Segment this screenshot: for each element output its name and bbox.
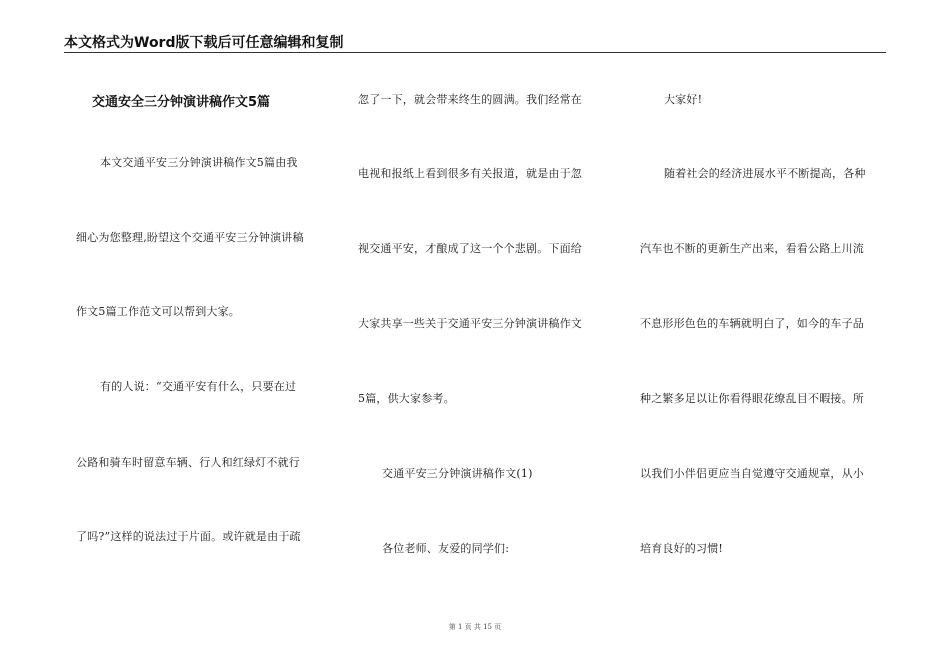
- paragraph-line: 5篇，供大家参考。: [358, 392, 455, 405]
- paragraph-line: 不息形形色色的车辆就明白了，如今的车子品: [640, 317, 864, 330]
- page-number: 第 1 页 共 15 页: [448, 623, 502, 631]
- greeting-line: 大家好!: [664, 93, 703, 106]
- paragraph-line: 作文5篇工作范文可以帮到大家。: [76, 305, 240, 318]
- paragraph-line: 视交通平安，才酿成了这一个个悲剧。下面给: [358, 242, 582, 255]
- paragraph-line: 电视和报纸上看到很多有关报道，就是由于忽: [358, 167, 582, 180]
- header-divider: [64, 52, 886, 53]
- document-header: 本文格式为Word版下载后可任意编辑和复制: [64, 35, 344, 51]
- paragraph-line: 随着社会的经济进展水平不断提高，各种: [664, 167, 866, 180]
- paragraph-line: 以我们小伴侣更应当自觉遵守交通规章，从小: [640, 467, 864, 480]
- paragraph-line: 培育良好的习惯!: [640, 542, 724, 555]
- paragraph-line: 本文交通平安三分钟演讲稿作文5篇由我: [100, 156, 298, 169]
- paragraph-line: 有的人说：“交通平安有什么，只要在过: [100, 380, 297, 393]
- paragraph-line: 公路和骑车时留意车辆、行人和红绿灯不就行: [76, 456, 300, 469]
- paragraph-line: 大家共享一些关于交通平安三分钟演讲稿作文: [358, 317, 582, 330]
- salutation-line: 各位老师、友爱的同学们:: [382, 542, 510, 555]
- paragraph-line: 细心为您整理,盼望这个交通平安三分钟演讲稿: [76, 231, 304, 244]
- paragraph-line: 了吗?”这样的说法过于片面。或许就是由于疏: [76, 530, 301, 543]
- paragraph-line: 汽车也不断的更新生产出来，看看公路上川流: [640, 242, 864, 255]
- document-title: 交通安全三分钟演讲稿作文5篇: [92, 95, 271, 110]
- paragraph-line: 种之繁多足以让你看得眼花缭乱目不暇接。所: [640, 392, 864, 405]
- section-heading: 交通平安三分钟演讲稿作文(1): [382, 467, 533, 480]
- paragraph-line: 忽了一下，就会带来终生的圆满。我们经常在: [358, 93, 582, 106]
